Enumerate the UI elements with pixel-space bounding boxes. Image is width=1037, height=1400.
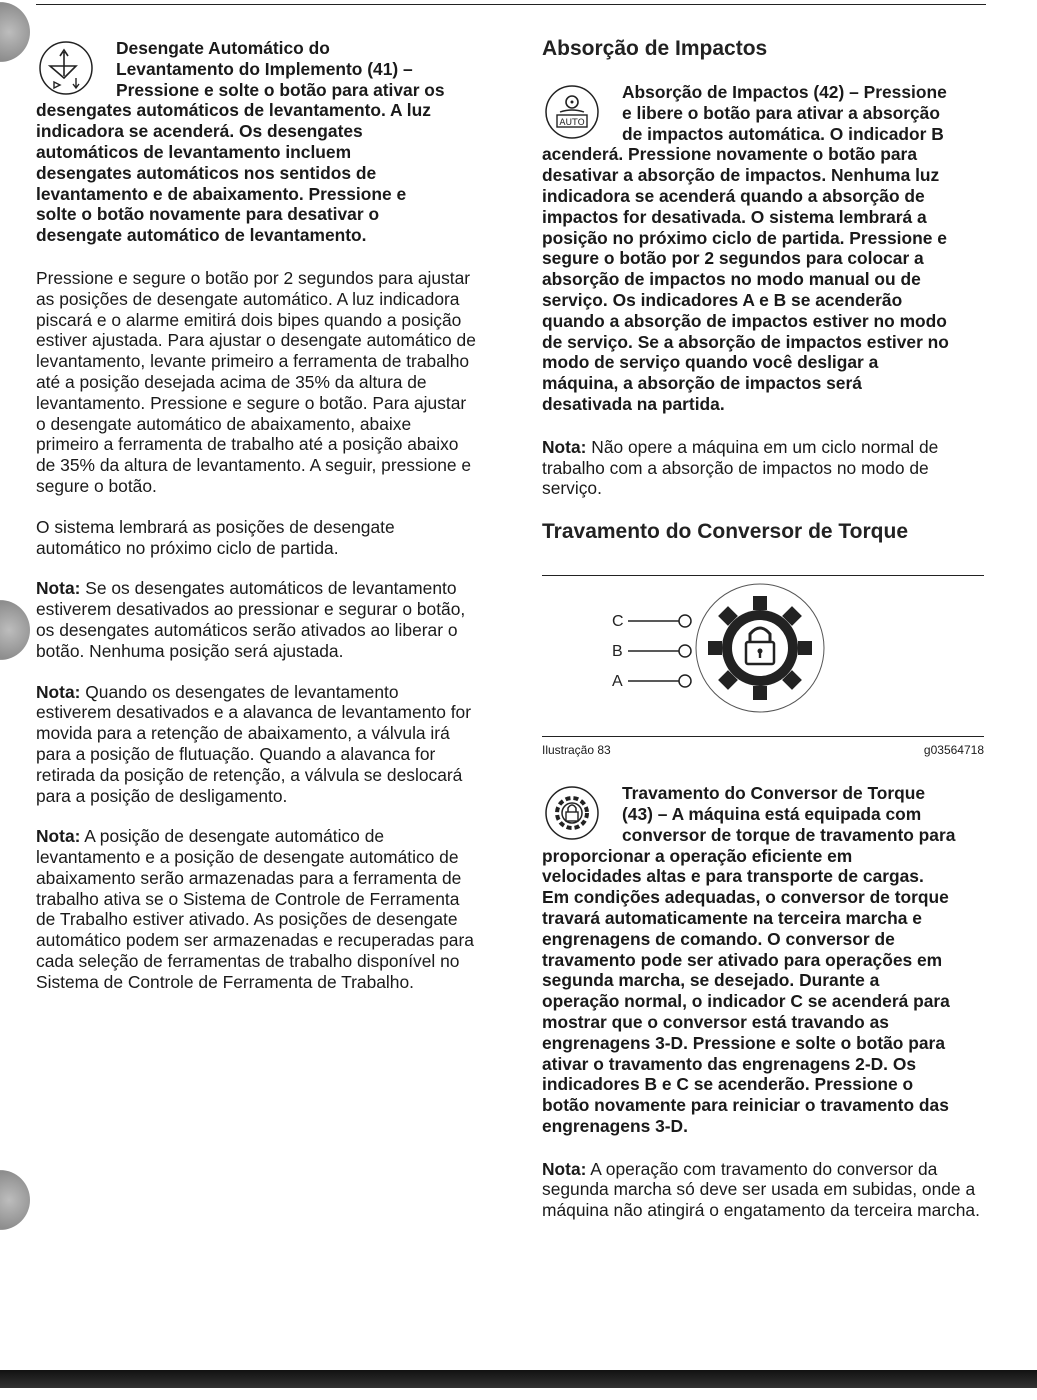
text-line: desengate automático de levantamento. — [36, 225, 367, 246]
text-line: indicadores B e C se acenderão. Pressione o — [542, 1074, 914, 1095]
gear-lock-icon — [708, 596, 812, 700]
text-line: Pressione e solte o botão para ativar os — [116, 79, 445, 100]
text-line: conversor de torque de travamento para — [622, 824, 956, 845]
note-text: Se os desengates automáticos de levantamento estiverem desativados ao pressionar e segurar o botão, os desengates automáticos serão ativados ao liberar o botão. Nenhuma posição será ajustada. — [36, 578, 466, 661]
text-line: engrenagens 3-D. Pressione e solte o botão para — [542, 1032, 945, 1053]
text-line: indicadora se acenderá. Os desengates — [36, 121, 363, 142]
indicator-c — [679, 615, 691, 627]
binder-hole-middle — [0, 600, 30, 660]
text-line: (43) – A máquina está equipada com — [622, 803, 922, 824]
text-line: serviço. Os indicadores A e B se acenderão — [542, 289, 903, 310]
note-label: Nota: — [542, 1158, 587, 1179]
text-line: desativada na partida. — [542, 393, 725, 414]
note-text: A operação com travamento do conversor da segunda marcha só deve ser usada em subidas, onde a máquina não atingirá o engatamento da terceira marcha. — [542, 1158, 980, 1221]
text-line: acenderá. Pressione novamente o botão para — [542, 144, 917, 165]
text-line: segunda marcha, se desejado. Durante a — [542, 970, 880, 991]
text-line: de serviço. Se a absorção de impactos estiver no — [542, 331, 949, 352]
text-line: Em condições adequadas, o conversor de torque — [542, 887, 949, 908]
text-line: segure o botão por 2 segundos para colocar a — [542, 248, 924, 269]
bottom-edge-bar — [0, 1370, 1037, 1388]
binder-hole-top — [0, 2, 30, 62]
text-line: engrenagens 3-D. — [542, 1115, 688, 1136]
note-text: Quando os desengates de levantamento estiverem desativados e a alavanca de levantamento for movida para a retenção de abaixamento, a válvula irá para a posição de flutuação. Quando a alavanca for retirada da posição de retenção, a válvula se deslocará para a posição de desligamento. — [36, 681, 472, 806]
note-text: Não opere a máquina em um ciclo normal de trabalho com a absorção de impactos no modo de serviço. — [542, 436, 939, 499]
text-line: modo de serviço quando você desligar a — [542, 352, 879, 373]
text-line: desativar a absorção de impactos. Nenhuma luz — [542, 165, 940, 186]
ride-control-paragraph — [542, 82, 984, 415]
lockup-indicator-diagram — [542, 576, 984, 736]
note-paragraph — [542, 1159, 984, 1221]
note-label: Nota: — [36, 826, 81, 847]
top-rule — [36, 4, 986, 5]
note-paragraph — [542, 437, 984, 499]
left-column — [36, 38, 476, 1013]
indicator-label-c: C — [612, 613, 624, 631]
text-line: de impactos automática. O indicador B — [622, 123, 944, 144]
indicator-b — [679, 645, 691, 657]
text-line: indicadora se acenderá quando a absorção de — [542, 185, 925, 206]
torque-converter-lockup-paragraph — [542, 783, 984, 1137]
auto-lift-kickout-paragraph — [36, 38, 476, 246]
indicator-a — [679, 675, 691, 687]
indicator-label-b: B — [612, 643, 623, 661]
system-memory-paragraph: O sistema lembrará as posições de desengate automático no próximo ciclo de partida. — [36, 516, 395, 558]
text-line: travamento pode ser ativado para operações em — [542, 949, 943, 970]
text-line: desengates automáticos de levantamento. A luz — [36, 100, 431, 121]
text-line: engrenagens de comando. O conversor de — [542, 928, 895, 949]
ride-control-auto-icon — [542, 82, 616, 144]
note-text: A posição de desengate automático de levantamento e a posição de desengate automático de abaixamento serão armazenadas para a ferramenta de trabalho ativa se o Sistema de Controle de Ferramenta de Trabalho estiver ativado. As posições de desengate automático podem ser armazenadas e recuperadas para cada seleção de ferramentas de trabalho disponível no Sistema de Controle de Ferramenta de Trabalho. — [36, 826, 474, 992]
adjust-positions-paragraph: Pressione e segure o botão por 2 segundos para ajustar as posições de desengate automático. A luz indicadora piscará e o alarme emitirá dois bipes quando a posição estiver ajustada. Para ajustar o desengate automático de levantamento, levante primeiro a ferramenta de trabalho até a posição desejada acima de 35% da altura de levantamento. Pressione e segure o botão. Para ajustar o desengate automático de abaixamento, abaixe primeiro a ferramenta de trabalho até a posição abaixo de 35% da altura de levantamento. A seguir, pressione e segure o botão. — [36, 267, 476, 496]
note-label: Nota: — [36, 681, 81, 702]
auto-text: AUTO — [559, 118, 585, 128]
section-heading-ride-control: Absorção de Impactos — [542, 37, 768, 60]
text-line: desengates automáticos nos sentidos de — [36, 162, 377, 183]
text-line: mostrar que o conversor está travando as — [542, 1011, 889, 1032]
note-paragraph — [36, 682, 476, 807]
text-line: botão novamente para reiniciar o travamento das — [542, 1095, 949, 1116]
text-line: levantamento e de abaixamento. Pressione e — [36, 183, 407, 204]
text-line: quando a absorção de impactos estiver no modo — [542, 310, 947, 331]
text-line: Travamento do Conversor de Torque — [622, 783, 926, 804]
text-line: travará automaticamente na terceira marcha e — [542, 907, 922, 928]
text-line: e libere o botão para ativar a absorção — [622, 102, 940, 123]
binder-hole-bottom — [0, 1170, 30, 1230]
text-line: automáticos de levantamento incluem — [36, 141, 352, 162]
note-paragraph — [36, 578, 476, 661]
auto-lift-kickout-icon — [36, 38, 110, 100]
indicator-label-a: A — [612, 673, 623, 691]
text-line: máquina, a absorção de impactos será — [542, 373, 862, 394]
text-line: velocidades altas e para transporte de cargas. — [542, 866, 924, 887]
caption-label: Ilustração 83 — [542, 743, 611, 758]
right-column — [542, 36, 984, 1241]
text-line: Levantamento do Implemento (41) – — [116, 58, 413, 79]
text-line: impactos for desativada. O sistema lembrará a — [542, 206, 927, 227]
note-label: Nota: — [542, 436, 587, 457]
text-line: posição no próximo ciclo de partida. Pressione e — [542, 227, 947, 248]
text-line: proporcionar a operação eficiente em — [542, 845, 853, 866]
text-line: operação normal, o indicador C se acenderá para — [542, 991, 950, 1012]
torque-converter-lockup-icon — [542, 783, 616, 845]
note-paragraph — [36, 826, 476, 992]
illustration-83 — [542, 576, 984, 736]
section-heading-torque-converter-lockup: Travamento do Conversor de Torque — [542, 520, 909, 544]
figure-caption — [542, 737, 984, 757]
note-label: Nota: — [36, 578, 81, 599]
text-line: absorção de impactos no modo manual ou de — [542, 269, 921, 290]
text-line: solte o botão novamente para desativar o — [36, 204, 380, 225]
text-line: Desengate Automático do — [116, 38, 330, 58]
text-line: ativar o travamento das engrenagens 2-D. Os — [542, 1053, 917, 1074]
text-line: Absorção de Impactos (42) – Pressione — [622, 82, 947, 102]
caption-code: g03564718 — [923, 743, 984, 758]
